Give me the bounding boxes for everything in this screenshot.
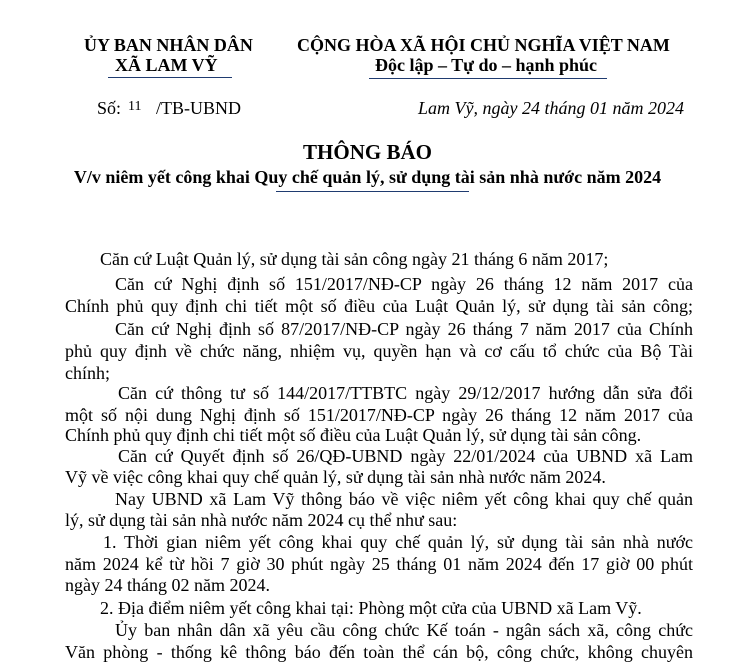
- org-underline: [108, 77, 232, 78]
- body-line: năm 2024 kể từ hồi 7 giờ 30 phút ngày 25 tháng 01 năm 2024 đến 17 giờ 00 phút: [65, 554, 693, 574]
- body-line: Căn cứ Luật Quản lý, sử dụng tài sản công ngày 21 tháng 6 năm 2017;: [100, 249, 609, 269]
- body-line: 1. Thời gian niêm yết công khai quy chế quản lý, sử dụng tài sản nhà nước: [103, 532, 693, 552]
- body-line: Căn cứ Quyết định số 26/QĐ-UBND ngày 22/01/2024 của UBND xã Lam: [118, 446, 693, 466]
- motto-underline: [369, 78, 607, 79]
- body-line: Ủy ban nhân dân xã yêu cầu công chức Kế toán - ngân sách xã, công chức: [115, 620, 693, 640]
- ref-label: Số:: [97, 98, 122, 118]
- body-line: Căn cứ thông tư số 144/2017/TTBTC ngày 29/12/2017 hướng dẫn sửa đổi: [118, 383, 693, 403]
- body-line: một số nội dung Nghị định số 151/2017/NĐ-CP ngày 26 tháng 12 năm 2017 của: [65, 405, 693, 425]
- body-line: Văn phòng - thống kê thông báo đến toàn thể cán bộ, công chức, không chuyên: [65, 642, 693, 662]
- body-line: ngày 24 tháng 02 năm 2024.: [65, 575, 270, 595]
- body-line: Căn cứ Nghị định số 151/2017/NĐ-CP ngày 26 tháng 12 năm 2017 của: [115, 274, 693, 294]
- body-line: chính;: [65, 363, 110, 383]
- body-line: Vỹ về việc công khai quy chế quản lý, sử dụng tài sản nhà nước năm 2024.: [65, 467, 606, 487]
- body-line: 2. Địa điểm niêm yết công khai tại: Phòng một cửa của UBND xã Lam Vỹ.: [100, 598, 642, 618]
- body-line: lý, sử dụng tài sản nhà nước năm 2024 cụ thể như sau:: [65, 510, 458, 530]
- body-line: phủ quy định về chức năng, nhiệm vụ, quyền hạn và cơ cấu tổ chức của Bộ Tài: [65, 341, 693, 361]
- ref-number: 11: [128, 99, 142, 114]
- body-line: Nay UBND xã Lam Vỹ thông báo về việc niêm yết công khai quy chế quản: [115, 489, 693, 509]
- nation-motto: Độc lập – Tự do – hạnh phúc: [375, 55, 598, 75]
- body-line: Chính phủ quy định chi tiết một số điều của Luật Quản lý, sử dụng tài sản công.: [65, 425, 642, 445]
- body-line: Căn cứ Nghị định số 87/2017/NĐ-CP ngày 26 tháng 7 năm 2017 của Chính: [115, 319, 693, 339]
- nation-title: CỘNG HÒA XÃ HỘI CHỦ NGHĨA VIỆT NAM: [297, 35, 670, 55]
- doc-subject: V/v niêm yết công khai Quy chế quản lý, sử dụng tài sản nhà nước năm 2024: [73, 167, 662, 187]
- body-line: Chính phủ quy định chi tiết một số điều của Luật Quản lý, sử dụng tài sản công;: [65, 296, 693, 316]
- org-name-line2: XÃ LAM VỸ: [115, 55, 218, 75]
- subject-underline: [276, 191, 469, 192]
- ref-suffix: /TB-UBND: [156, 98, 241, 118]
- place-date: Lam Vỹ, ngày 24 tháng 01 năm 2024: [418, 98, 684, 118]
- doc-title: THÔNG BÁO: [303, 140, 432, 164]
- org-name-line1: ỦY BAN NHÂN DÂN: [84, 35, 253, 55]
